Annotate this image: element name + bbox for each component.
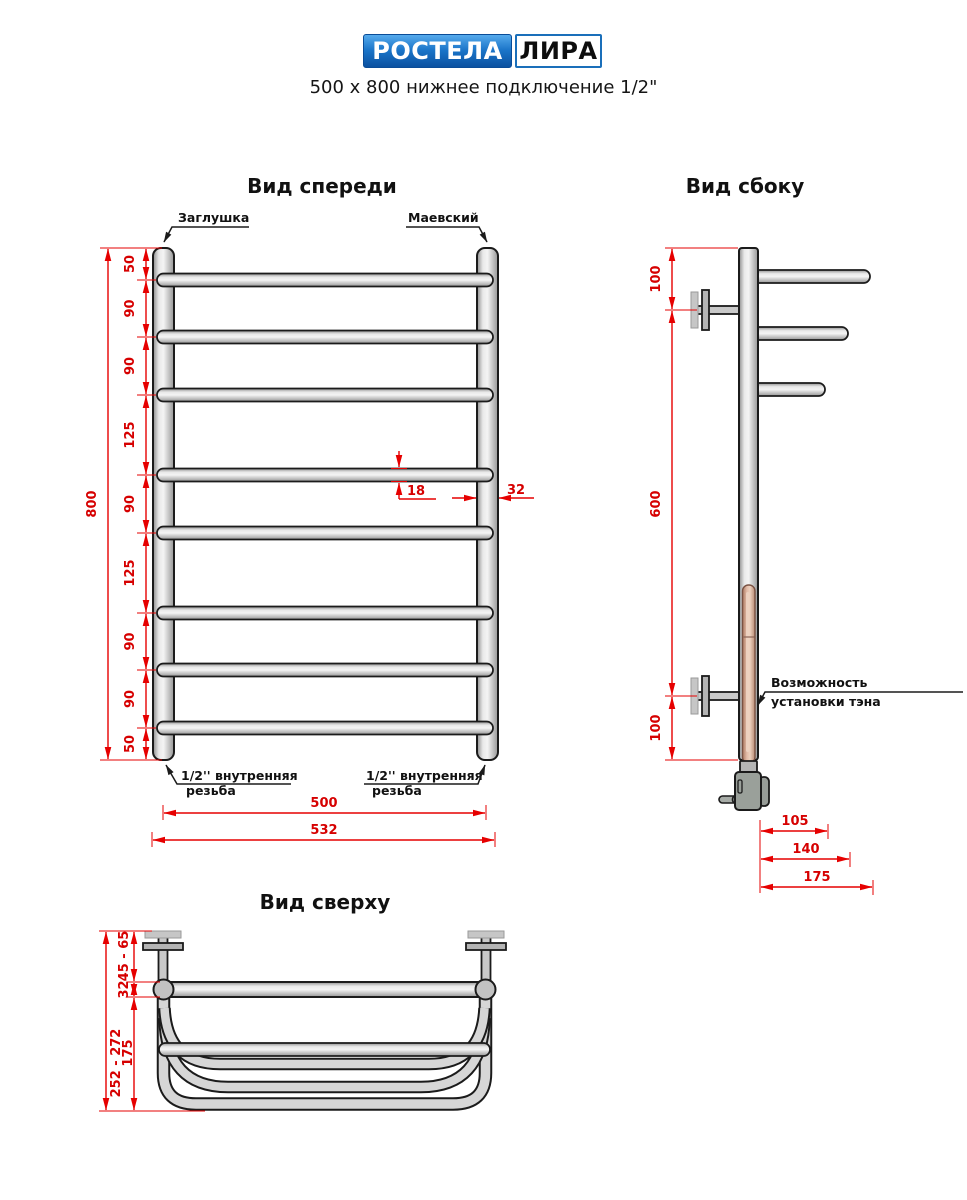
bracket-flange (143, 943, 183, 950)
top-view-title: Вид сверху (259, 890, 391, 914)
shelf-front-bar (159, 1043, 490, 1056)
front-rung (157, 469, 493, 482)
dim-top-offset: 100 (649, 265, 664, 293)
dim-arm-short: 105 (781, 814, 809, 829)
top-bracket-left (143, 931, 183, 984)
heater-label-line2: установки тэна (771, 694, 881, 709)
top-right-post-section (476, 980, 496, 1000)
dim-overall-height: 800 (85, 490, 100, 518)
chain-dim: 90 (123, 632, 138, 651)
bracket-flange (466, 943, 506, 950)
dim-tube-diameter: 32 (117, 980, 132, 999)
thread-label-line2: резьба (372, 783, 422, 798)
front-view-title: Вид спереди (247, 174, 397, 198)
front-rung (157, 607, 493, 620)
chain-dim: 125 (123, 421, 138, 449)
chain-dim: 90 (123, 689, 138, 709)
dim-width-overall: 532 (310, 823, 338, 838)
front-left-post (153, 248, 174, 760)
thread-callout-right (364, 765, 485, 798)
thread-label-line1: 1/2'' внутренняя (366, 768, 483, 783)
front-view (85, 174, 534, 847)
side-bracket-top (691, 290, 740, 330)
dim-arm-long: 175 (803, 870, 831, 885)
brand-name: РОСТЕЛА (372, 37, 503, 65)
bracket-wall-plate (145, 931, 181, 938)
chain-dim: 125 (123, 559, 138, 587)
control-unit (719, 761, 769, 810)
bracket-stem (482, 934, 491, 984)
shelf-tubes (159, 995, 490, 1104)
plug-leader-line (164, 227, 249, 242)
front-chain-dimension (123, 249, 156, 759)
model-name: ЛИРА (519, 37, 598, 65)
plug-label: Заглушка (178, 210, 250, 225)
dim-bracket-span: 600 (649, 490, 664, 518)
chain-dim: 50 (123, 734, 138, 754)
drawing-subtitle: 500 x 800 нижнее подключение 1/2" (309, 77, 658, 98)
front-rung (157, 389, 493, 402)
chain-dim: 90 (123, 356, 138, 376)
front-rung (157, 664, 493, 677)
front-rung (157, 274, 493, 287)
thread-callout-left (166, 765, 298, 798)
valve-label: Маевский (408, 210, 479, 225)
side-arm-middle (748, 327, 848, 340)
top-view (99, 890, 506, 1111)
heating-element (743, 585, 756, 763)
bracket-stem (159, 934, 168, 984)
front-rungs (157, 274, 493, 735)
chain-dim: 90 (123, 494, 138, 514)
side-arm-short (748, 383, 825, 396)
top-main-tube (162, 982, 487, 997)
heater-highlight (746, 592, 750, 752)
side-arm-long (748, 270, 870, 283)
chain-dim: 90 (123, 299, 138, 318)
dim-bottom-offset: 100 (649, 714, 664, 742)
bracket-wall-plate (468, 931, 504, 938)
side-view-title: Вид сбоку (685, 174, 805, 198)
bracket-flange (702, 290, 709, 330)
heater-label-line1: Возможность (771, 675, 868, 690)
dim-post-diameter: 32 (507, 483, 526, 498)
top-bracket-right (466, 931, 506, 984)
front-rung (157, 722, 493, 735)
thread-label-line2: резьба (186, 783, 236, 798)
side-view (649, 174, 963, 895)
unit-slot (738, 780, 742, 793)
front-right-post (477, 248, 498, 760)
dim-rung-diameter: 18 (407, 484, 426, 499)
dim-width-centers: 500 (310, 796, 338, 811)
valve-leader-line (406, 227, 487, 242)
front-rung (157, 331, 493, 344)
dim-arm-middle: 140 (792, 842, 820, 857)
dim-overall-depth: 252 - 272 (109, 1028, 124, 1098)
thread-label-line1: 1/2'' внутренняя (181, 768, 298, 783)
dim-shelf-depth: 175 (121, 1039, 136, 1067)
bracket-flange (702, 676, 709, 716)
chain-dim: 50 (123, 254, 138, 274)
dim-wall-clearance: 45 - 65 (117, 930, 132, 982)
front-rung (157, 527, 493, 540)
side-bracket-bottom (691, 676, 740, 716)
